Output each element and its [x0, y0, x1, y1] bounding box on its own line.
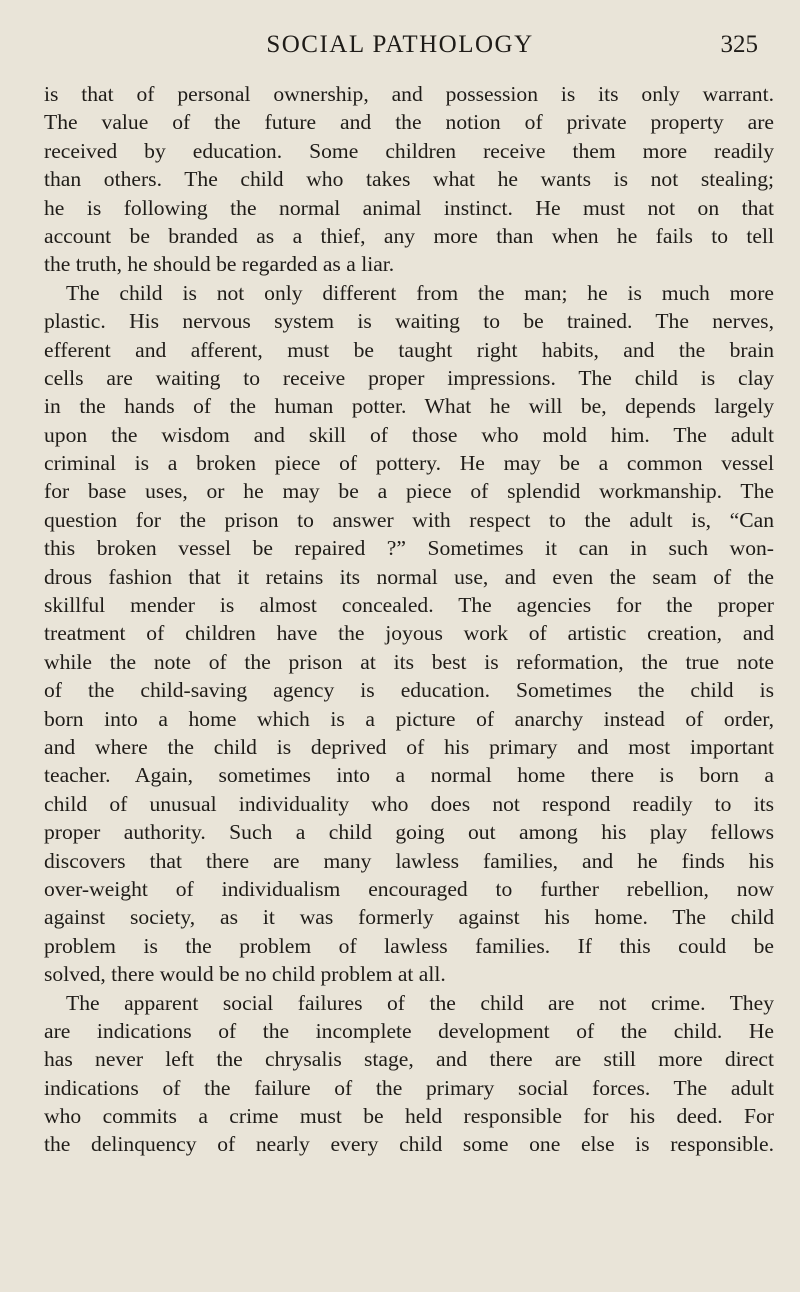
text-line: The apparent social failures of the child are not crime. They: [66, 990, 774, 1015]
text-line: treatment of children have the joyous work of artistic creation, and: [44, 621, 774, 646]
text-line: indications of the failure of the primary social forces. The adult: [44, 1075, 774, 1100]
text-line: are indications of the incomplete development of the child. He: [44, 1018, 774, 1043]
text-line: the truth, he should be regarded as a liar.: [44, 252, 395, 277]
running-head-title: SOCIAL PATHOLOGY: [266, 31, 534, 58]
text-line: in the hands of the human potter. What he will be, depends largely: [44, 394, 774, 419]
text-line: problem is the problem of lawless families. If this could be: [44, 933, 774, 958]
text-line: of the child-saving agency is education. Sometimes the child is: [44, 678, 774, 703]
text-line: The value of the future and the notion of private property are: [44, 110, 774, 135]
text-line: the delinquency of nearly every child some one else is responsible.: [44, 1132, 774, 1157]
body-text: [44, 80, 774, 1159]
text-line: drous fashion that it retains its normal use, and even the seam of the: [44, 564, 774, 589]
text-line: upon the wisdom and skill of those who mold him. The adult: [44, 422, 774, 447]
text-line: solved, there would be no child problem at all.: [44, 962, 446, 987]
running-head: [0, 28, 800, 62]
text-line: and where the child is deprived of his primary and most important: [44, 734, 774, 759]
text-line: account be branded as a thief, any more than when he fails to tell: [44, 223, 774, 248]
text-line: who commits a crime must be held responsible for his deed. For: [44, 1104, 774, 1129]
text-line: is that of personal ownership, and possession is its only warrant.: [44, 82, 774, 106]
text-line: this broken vessel be repaired ?” Sometimes it can in such won-: [44, 536, 774, 561]
text-line: born into a home which is a picture of anarchy instead of order,: [44, 706, 774, 731]
text-line: proper authority. Such a child going out among his play fellows: [44, 820, 774, 845]
text-line: criminal is a broken piece of pottery. He may be a common vessel: [44, 451, 774, 476]
text-line: over-weight of individualism encouraged to further rebellion, now: [44, 876, 774, 901]
text-line: he is following the normal animal instinct. He must not on that: [44, 195, 774, 220]
text-line: skillful mender is almost concealed. The agencies for the proper: [44, 593, 774, 618]
text-line: received by education. Some children receive them more readily: [44, 138, 774, 163]
text-line: efferent and afferent, must be taught right habits, and the brain: [44, 337, 774, 362]
text-line: plastic. His nervous system is waiting to be trained. The nerves,: [44, 309, 774, 334]
text-line: cells are waiting to receive proper impressions. The child is clay: [44, 365, 774, 390]
text-line: against society, as it was formerly against his home. The child: [44, 905, 774, 930]
text-line: question for the prison to answer with respect to the adult is, “Can: [44, 507, 774, 532]
text-line: for base uses, or he may be a piece of splendid workmanship. The: [44, 479, 774, 504]
text-line: child of unusual individuality who does not respond readily to its: [44, 791, 774, 816]
text-line: has never left the chrysalis stage, and there are still more direct: [44, 1047, 774, 1072]
text-line: teacher. Again, sometimes into a normal home there is born a: [44, 763, 774, 788]
text-line: discovers that there are many lawless families, and he finds his: [44, 848, 774, 873]
text-line: than others. The child who takes what he wants is not stealing;: [44, 167, 774, 192]
text-line: while the note of the prison at its best is reformation, the true note: [44, 649, 774, 674]
page-number: 325: [720, 31, 758, 58]
text-line: The child is not only different from the man; he is much more: [66, 280, 774, 305]
